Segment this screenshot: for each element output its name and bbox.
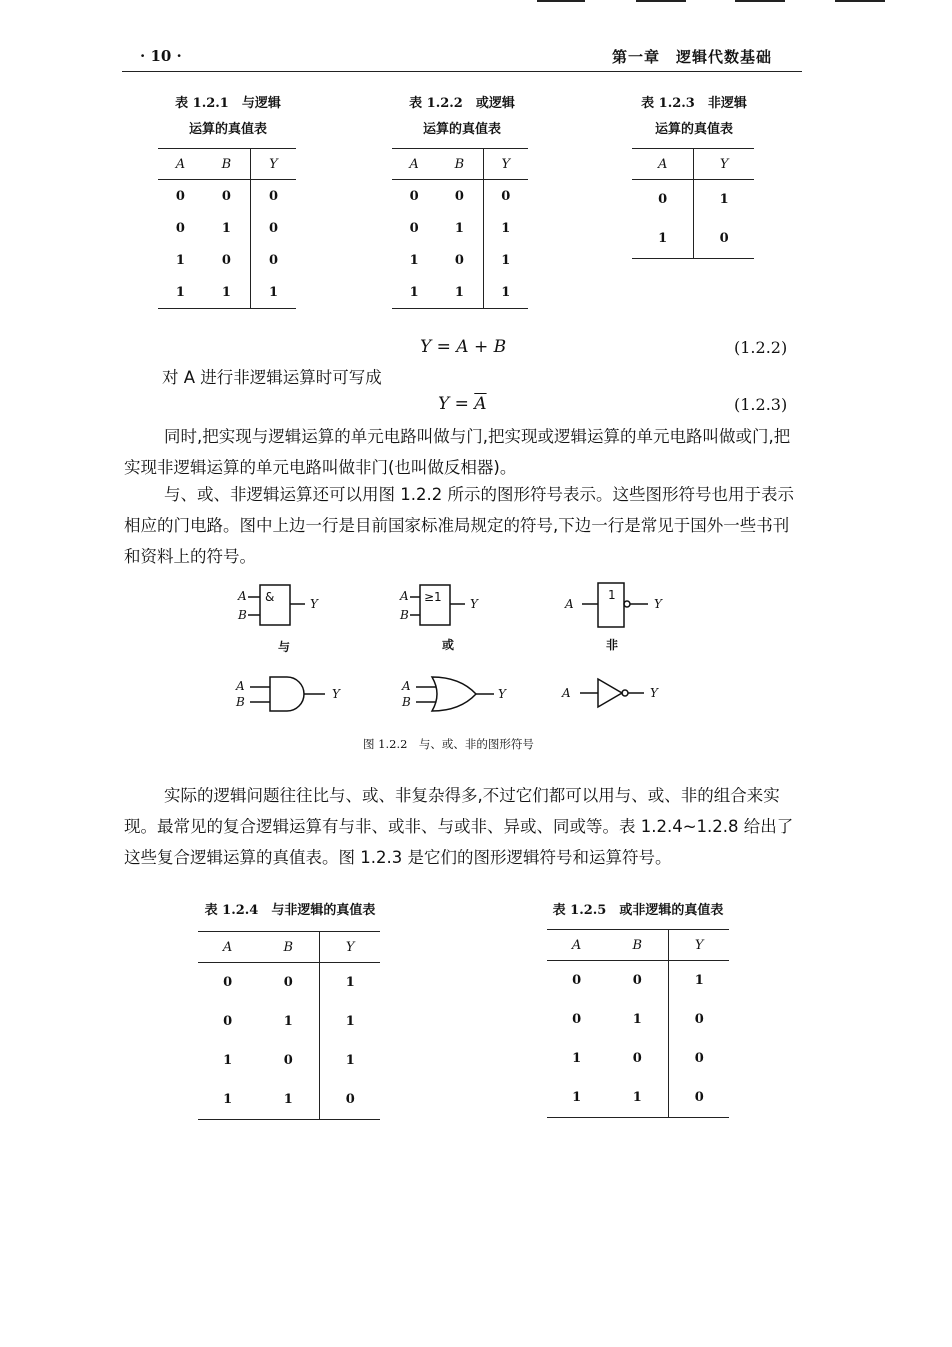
table-row (198, 963, 380, 1003)
table-cell: 0 (250, 244, 296, 276)
table-cell: 0 (632, 1051, 642, 1066)
table-row (158, 212, 296, 244)
table-cell: 1 (669, 961, 729, 1001)
table-cell: 0 (221, 252, 231, 268)
table-cell: 0 (320, 1080, 380, 1120)
table-row (158, 244, 296, 276)
label-y: Y (332, 687, 340, 701)
table-cell: 0 (409, 220, 419, 236)
table-cell: 1 (409, 252, 419, 268)
table-cell: 1 (320, 1041, 380, 1080)
table-row (198, 1041, 380, 1080)
label-a: A (238, 589, 247, 603)
logic-gate-figure (220, 575, 700, 755)
table-cell: 1 (221, 220, 231, 236)
label-y: Y (654, 597, 662, 611)
table-cell: 0 (454, 188, 464, 204)
page-number: · 10 · (140, 47, 182, 65)
label-b: B (238, 608, 247, 622)
label-y: Y (650, 686, 658, 700)
label-or: 或 (442, 638, 455, 652)
table-row (198, 1002, 380, 1041)
table-header-cell: B (606, 930, 669, 961)
top-rule (735, 0, 785, 2)
table-nand-caption: 表 1.2.4 与非逻辑的真值表 (204, 903, 376, 918)
label-b: B (236, 695, 245, 709)
table-cell: 1 (175, 252, 185, 268)
table-row (392, 180, 528, 213)
table-header-cell: Y (483, 149, 528, 180)
chapter-title: 第一章 逻辑代数基础 (612, 48, 773, 66)
paragraph: 实际的逻辑问题往往比与、或、非复杂得多,不过它们都可以用与、或、非的组合来实现。最常见的复合逻辑运算有与非、或非、与或非、异或、同或等。表 1.2.4~1.2.8 给出了这些复合逻辑运算的真值表。图 1.2.3 是它们的图形逻辑符号和运算符号。 (124, 786, 794, 867)
table-nor (547, 929, 729, 1118)
table-cell: 0 (250, 212, 296, 244)
or-symbol: ≥1 (424, 590, 442, 604)
table-cell: 0 (694, 219, 754, 259)
table-and-caption: 表 1.2.1 与逻辑 运算的真值表 (175, 96, 281, 137)
top-rule (835, 0, 885, 2)
table-cell: 1 (483, 244, 528, 276)
table-row (158, 180, 296, 213)
table-cell: 1 (283, 1014, 293, 1029)
table-cell: 1 (158, 276, 203, 309)
and-symbol: & (265, 590, 275, 604)
label-b: B (400, 608, 409, 622)
table-cell: 0 (572, 973, 582, 988)
table-or-caption: 表 1.2.2 或逻辑 运算的真值表 (409, 96, 515, 137)
equation-number: (1.2.2) (734, 338, 788, 357)
table-cell: 0 (223, 1014, 233, 1029)
table-or (392, 148, 528, 309)
table-row (547, 961, 729, 1001)
table-row (632, 219, 754, 259)
label-and: 与 (278, 640, 291, 654)
table-header-cell: Y (250, 149, 296, 180)
label-a: A (562, 686, 571, 700)
table-cell: 1 (320, 1002, 380, 1041)
equation-number: (1.2.3) (734, 395, 788, 414)
equation-or: Y = A + B (420, 337, 507, 357)
table-cell: 0 (223, 975, 233, 990)
table-header-cell: A (158, 149, 203, 180)
table-cell: 0 (669, 1078, 729, 1118)
table-header-cell: B (257, 932, 320, 963)
top-rule (636, 0, 686, 2)
table-cell: 1 (257, 1080, 320, 1120)
table-header-cell: A (392, 149, 436, 180)
table-cell: 0 (572, 1012, 582, 1027)
table-header-cell: Y (669, 930, 729, 961)
label-y: Y (498, 687, 506, 701)
table-header-cell: B (203, 149, 251, 180)
label-not: 非 (606, 638, 619, 652)
table-cell: 0 (454, 252, 464, 268)
table-cell: 0 (175, 188, 185, 204)
not-symbol: 1 (608, 588, 616, 602)
table-cell: 1 (392, 276, 436, 309)
label-y: Y (310, 597, 318, 611)
table-cell: 1 (547, 1078, 606, 1118)
table-row (392, 212, 528, 244)
label-a: A (236, 679, 245, 693)
table-cell: 1 (632, 1012, 642, 1027)
table-cell: 1 (632, 219, 694, 259)
table-row (158, 276, 296, 309)
table-cell: 1 (483, 276, 528, 309)
or-gate-ansi (432, 677, 476, 711)
figure-caption: 图 1.2.2 与、或、非的图形符号 (363, 737, 534, 751)
header-rule (122, 71, 802, 72)
table-cell: 0 (658, 192, 668, 207)
table-cell: 1 (203, 276, 251, 309)
table-header-cell: Y (694, 149, 754, 180)
table-cell: 1 (320, 963, 380, 1003)
table-cell: 1 (572, 1051, 582, 1066)
table-row (392, 244, 528, 276)
text-line: 对 A 进行非逻辑运算时可写成 (162, 368, 382, 387)
table-cell: 0 (283, 1053, 293, 1068)
label-a: A (400, 589, 409, 603)
paragraph: 同时,把实现与逻辑运算的单元电路叫做与门,把实现或逻辑运算的单元电路叫做或门,把实现非逻辑运算的单元电路叫做非门(也叫做反相器)。 (124, 427, 791, 477)
table-not (632, 148, 754, 259)
label-a: A (565, 597, 574, 611)
equation-not: $Y = \overline{A}$ (438, 394, 487, 414)
and-gate-ansi (270, 677, 304, 711)
table-header-cell: A (198, 932, 257, 963)
table-row (547, 1000, 729, 1039)
table-header-cell: A (632, 149, 694, 180)
table-and (158, 148, 296, 309)
not-gate-ansi (598, 679, 622, 707)
table-header-cell: A (547, 930, 606, 961)
label-a: A (402, 679, 411, 693)
table-cell: 1 (694, 180, 754, 220)
table-cell: 0 (283, 975, 293, 990)
table-cell: 0 (409, 188, 419, 204)
table-cell: 1 (483, 212, 528, 244)
table-header-cell: Y (320, 932, 380, 963)
table-cell: 1 (454, 220, 464, 236)
table-cell: 0 (669, 1039, 729, 1078)
table-cell: 0 (221, 188, 231, 204)
table-cell: 1 (606, 1078, 669, 1118)
table-row (632, 180, 754, 220)
table-nor-caption: 表 1.2.5 或非逻辑的真值表 (552, 903, 724, 918)
table-not-caption: 表 1.2.3 非逻辑 运算的真值表 (641, 96, 747, 137)
table-cell: 0 (669, 1000, 729, 1039)
top-rule (537, 0, 585, 2)
table-row (547, 1039, 729, 1078)
table-cell: 0 (175, 220, 185, 236)
table-nand (198, 931, 380, 1120)
label-b: B (402, 695, 411, 709)
label-y: Y (470, 597, 478, 611)
table-cell: 1 (223, 1053, 233, 1068)
table-cell: 0 (483, 180, 528, 213)
table-row (198, 1080, 380, 1120)
table-row (392, 276, 528, 309)
table-cell: 1 (198, 1080, 257, 1120)
table-cell: 1 (436, 276, 483, 309)
table-row (547, 1078, 729, 1118)
table-cell: 1 (250, 276, 296, 309)
table-cell: 0 (250, 180, 296, 213)
paragraph: 与、或、非逻辑运算还可以用图 1.2.2 所示的图形符号表示。这些图形符号也用于表示相应的门电路。图中上边一行是目前国家标准局规定的符号,下边一行是常见于国外一些书刊和资料上的符号。 (124, 485, 794, 566)
table-cell: 0 (632, 973, 642, 988)
table-header-cell: B (436, 149, 483, 180)
